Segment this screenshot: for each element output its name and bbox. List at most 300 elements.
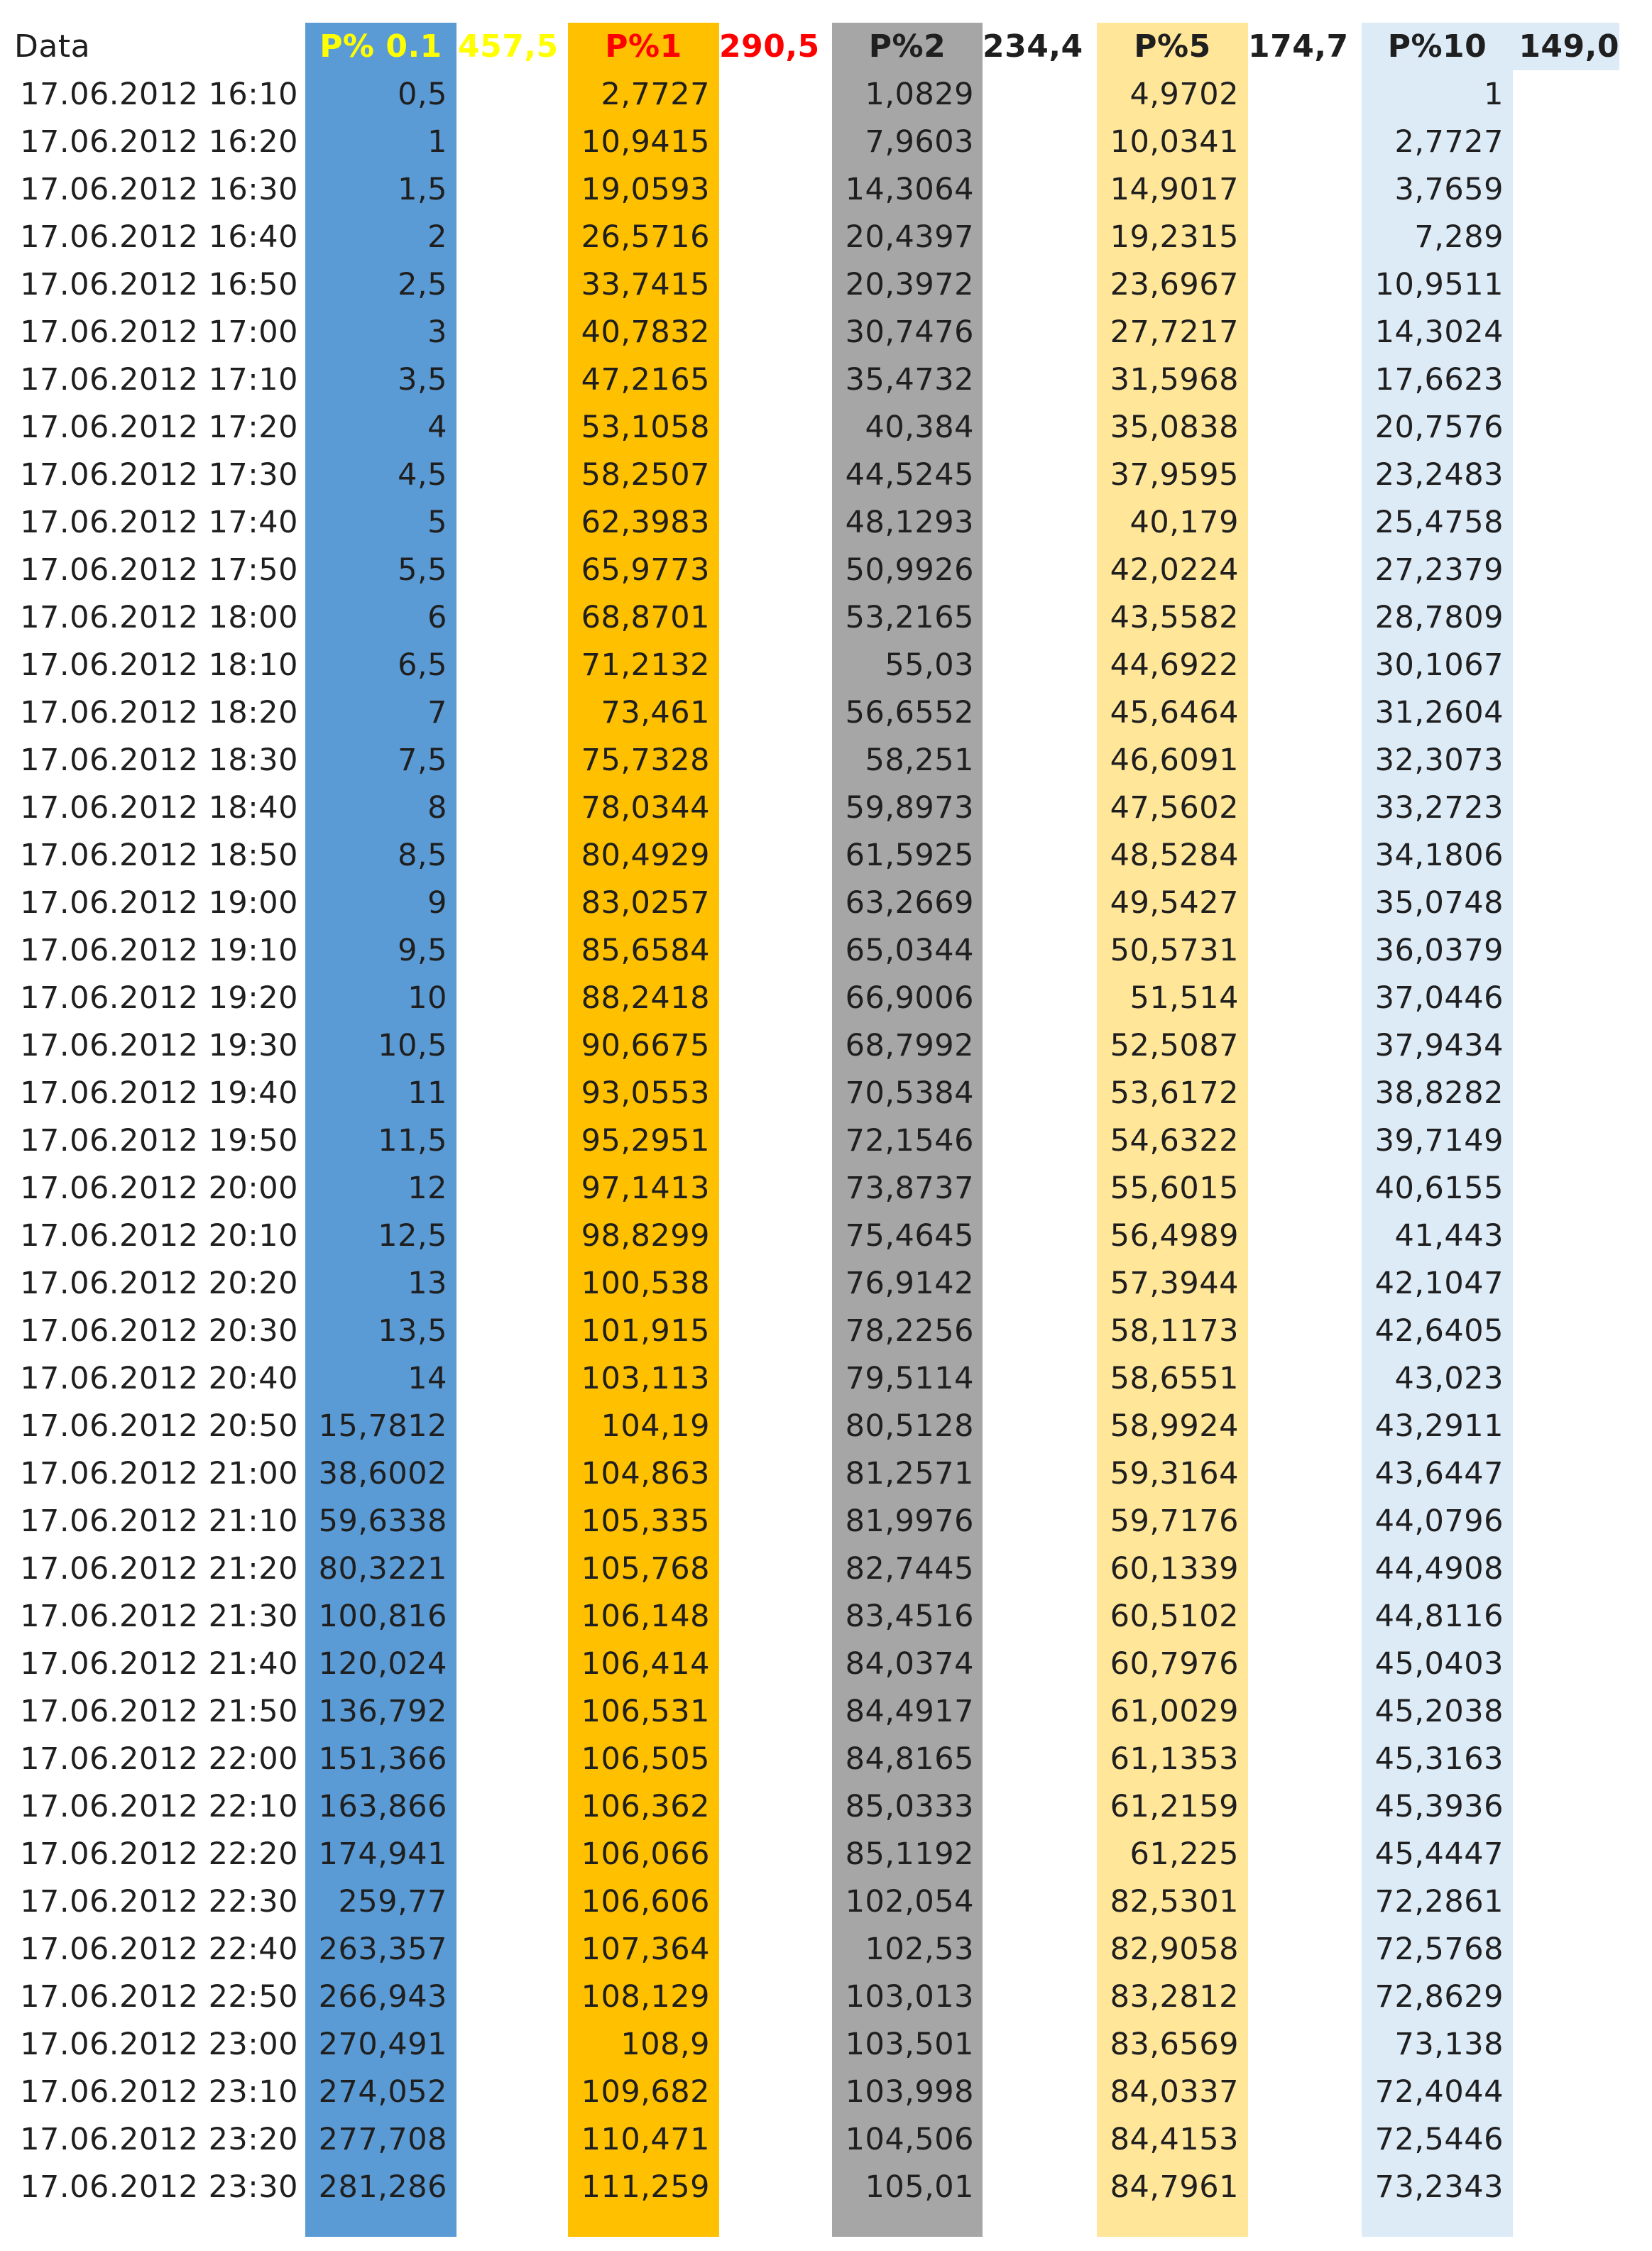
row-p10-value: 30,1067 bbox=[1374, 647, 1504, 683]
row-p1-value: 108,9 bbox=[620, 2027, 710, 2062]
row-p01-value: 13 bbox=[407, 1266, 447, 1301]
header-group-total: 234,4 bbox=[983, 28, 1083, 65]
row-p5-value: 84,0337 bbox=[1110, 2074, 1239, 2110]
row-p5-value: 53,6172 bbox=[1110, 1075, 1239, 1111]
table-row bbox=[0, 642, 1652, 689]
row-timestamp: 17.06.2012 17:50 bbox=[20, 552, 298, 588]
row-p01-value: 259,77 bbox=[338, 1884, 447, 1919]
row-p2-value: 81,9976 bbox=[845, 1504, 974, 1539]
row-p2-value: 56,6552 bbox=[845, 695, 974, 730]
row-p1-value: 93,0553 bbox=[581, 1075, 710, 1111]
row-p10-value: 20,7576 bbox=[1374, 410, 1504, 445]
row-p1-value: 75,7328 bbox=[581, 743, 710, 778]
row-p5-value: 55,6015 bbox=[1110, 1171, 1239, 1206]
row-p01-value: 7 bbox=[427, 695, 447, 730]
row-p2-value: 53,2165 bbox=[845, 600, 974, 635]
row-p01-value: 38,6002 bbox=[318, 1456, 447, 1491]
row-p5-value: 59,7176 bbox=[1110, 1504, 1239, 1539]
row-p10-value: 10,9511 bbox=[1374, 267, 1504, 302]
row-p01-value: 8,5 bbox=[398, 838, 447, 873]
row-p10-value: 42,1047 bbox=[1374, 1266, 1504, 1301]
row-p10-value: 73,2343 bbox=[1374, 2169, 1504, 2205]
row-p1-value: 106,362 bbox=[581, 1789, 710, 1824]
header-group-total: 290,5 bbox=[719, 28, 820, 65]
table-row bbox=[0, 261, 1652, 309]
row-p5-value: 47,5602 bbox=[1110, 790, 1239, 826]
table-row bbox=[0, 1450, 1652, 1498]
header-group-label: P% 0.1 bbox=[319, 28, 442, 65]
row-p5-value: 37,9595 bbox=[1110, 457, 1239, 493]
table-row bbox=[0, 1022, 1652, 1070]
row-p10-value: 45,4447 bbox=[1374, 1836, 1504, 1872]
row-p10-value: 43,2911 bbox=[1374, 1408, 1504, 1444]
row-p2-value: 103,013 bbox=[845, 1979, 974, 2015]
row-p01-value: 6,5 bbox=[398, 647, 447, 683]
row-p5-value: 54,6322 bbox=[1110, 1123, 1239, 1159]
table-row bbox=[0, 1973, 1652, 2021]
row-p5-value: 31,5968 bbox=[1110, 362, 1239, 398]
table-row bbox=[0, 119, 1652, 166]
row-p10-value: 43,023 bbox=[1394, 1361, 1504, 1396]
table-row bbox=[0, 1117, 1652, 1165]
header-group-label: P%2 bbox=[868, 28, 946, 65]
table-row bbox=[0, 2116, 1652, 2164]
table-row bbox=[0, 1831, 1652, 1878]
row-p10-value: 45,3936 bbox=[1374, 1789, 1504, 1824]
row-p2-value: 58,251 bbox=[865, 743, 974, 778]
row-p5-value: 84,4153 bbox=[1110, 2122, 1239, 2157]
row-timestamp: 17.06.2012 19:10 bbox=[20, 933, 298, 968]
table-row bbox=[0, 356, 1652, 404]
row-p1-value: 26,5716 bbox=[581, 219, 710, 255]
row-p1-value: 100,538 bbox=[581, 1266, 710, 1301]
row-p01-value: 136,792 bbox=[318, 1694, 447, 1729]
row-p10-value: 72,5768 bbox=[1374, 1932, 1504, 1967]
row-timestamp: 17.06.2012 17:00 bbox=[20, 314, 298, 350]
row-p2-value: 61,5925 bbox=[845, 838, 974, 873]
row-p2-value: 84,0374 bbox=[845, 1646, 974, 1682]
row-p10-value: 38,8282 bbox=[1374, 1075, 1504, 1111]
row-p1-value: 97,1413 bbox=[581, 1171, 710, 1206]
row-p5-value: 56,4989 bbox=[1110, 1218, 1239, 1254]
table-row bbox=[0, 1260, 1652, 1308]
row-p1-value: 88,2418 bbox=[581, 980, 710, 1016]
row-p5-value: 83,2812 bbox=[1110, 1979, 1239, 2015]
row-p2-value: 103,501 bbox=[845, 2027, 974, 2062]
table-row bbox=[0, 309, 1652, 356]
row-timestamp: 17.06.2012 20:20 bbox=[20, 1266, 298, 1301]
table-row bbox=[0, 214, 1652, 261]
row-p1-value: 106,531 bbox=[581, 1694, 710, 1729]
row-p01-value: 12 bbox=[407, 1171, 447, 1206]
row-p01-value: 9 bbox=[427, 885, 447, 921]
row-p01-value: 4 bbox=[427, 410, 447, 445]
table-row bbox=[0, 737, 1652, 784]
row-p2-value: 68,7992 bbox=[845, 1028, 974, 1063]
table-row bbox=[0, 2069, 1652, 2116]
row-p5-value: 61,2159 bbox=[1110, 1789, 1239, 1824]
header-group-total: 457,5 bbox=[458, 28, 559, 65]
row-p1-value: 33,7415 bbox=[581, 267, 710, 302]
row-p01-value: 281,286 bbox=[318, 2169, 447, 2205]
header-group-label: P%5 bbox=[1134, 28, 1211, 65]
row-p5-value: 61,1353 bbox=[1110, 1741, 1239, 1777]
row-p01-value: 13,5 bbox=[378, 1313, 447, 1349]
row-p5-value: 60,5102 bbox=[1110, 1599, 1239, 1634]
row-p10-value: 34,1806 bbox=[1374, 838, 1504, 873]
row-p1-value: 111,259 bbox=[581, 2169, 710, 2205]
row-p5-value: 82,5301 bbox=[1110, 1884, 1239, 1919]
row-timestamp: 17.06.2012 21:40 bbox=[20, 1646, 298, 1682]
row-timestamp: 17.06.2012 22:00 bbox=[20, 1741, 298, 1777]
row-timestamp: 17.06.2012 18:20 bbox=[20, 695, 298, 730]
row-p5-value: 83,6569 bbox=[1110, 2027, 1239, 2062]
row-p10-value: 72,5446 bbox=[1374, 2122, 1504, 2157]
row-p2-value: 83,4516 bbox=[845, 1599, 974, 1634]
row-p10-value: 40,6155 bbox=[1374, 1171, 1504, 1206]
header-group-total: 149,0 bbox=[1513, 23, 1619, 70]
row-p10-value: 41,443 bbox=[1394, 1218, 1504, 1254]
row-p5-value: 49,5427 bbox=[1110, 885, 1239, 921]
table-row bbox=[0, 784, 1652, 832]
header-group-total: 174,7 bbox=[1248, 28, 1349, 65]
row-p01-value: 9,5 bbox=[398, 933, 447, 968]
table-row bbox=[0, 1736, 1652, 1783]
row-p01-value: 277,708 bbox=[318, 2122, 447, 2157]
row-p5-value: 60,1339 bbox=[1110, 1551, 1239, 1587]
row-p10-value: 72,8629 bbox=[1374, 1979, 1504, 2015]
row-timestamp: 17.06.2012 18:50 bbox=[20, 838, 298, 873]
row-p2-value: 63,2669 bbox=[845, 885, 974, 921]
row-p10-value: 44,0796 bbox=[1374, 1504, 1504, 1539]
row-p2-value: 102,054 bbox=[845, 1884, 974, 1919]
row-timestamp: 17.06.2012 20:40 bbox=[20, 1361, 298, 1396]
row-p2-value: 105,01 bbox=[865, 2169, 974, 2205]
row-p2-value: 103,998 bbox=[845, 2074, 974, 2110]
row-timestamp: 17.06.2012 20:00 bbox=[20, 1171, 298, 1206]
row-p10-value: 73,138 bbox=[1394, 2027, 1504, 2062]
row-p1-value: 80,4929 bbox=[581, 838, 710, 873]
table-row bbox=[0, 1593, 1652, 1641]
row-p1-value: 10,9415 bbox=[581, 124, 710, 160]
row-p1-value: 98,8299 bbox=[581, 1218, 710, 1254]
row-p01-value: 2,5 bbox=[398, 267, 447, 302]
row-p5-value: 46,6091 bbox=[1110, 743, 1239, 778]
row-p2-value: 76,9142 bbox=[845, 1266, 974, 1301]
table-row bbox=[0, 451, 1652, 499]
table-row bbox=[0, 1688, 1652, 1736]
row-timestamp: 17.06.2012 18:10 bbox=[20, 647, 298, 683]
header-group-label: P%1 bbox=[605, 28, 682, 65]
row-p10-value: 31,2604 bbox=[1374, 695, 1504, 730]
row-p2-value: 79,5114 bbox=[845, 1361, 974, 1396]
row-p1-value: 107,364 bbox=[581, 1932, 710, 1967]
row-p1-value: 71,2132 bbox=[581, 647, 710, 683]
row-timestamp: 17.06.2012 23:00 bbox=[20, 2027, 298, 2062]
row-timestamp: 17.06.2012 16:50 bbox=[20, 267, 298, 302]
row-p5-value: 58,1173 bbox=[1110, 1313, 1239, 1349]
row-timestamp: 17.06.2012 21:30 bbox=[20, 1599, 298, 1634]
row-p10-value: 72,2861 bbox=[1374, 1884, 1504, 1919]
row-p01-value: 80,3221 bbox=[318, 1551, 447, 1587]
row-p01-value: 59,6338 bbox=[318, 1504, 447, 1539]
row-p2-value: 75,4645 bbox=[845, 1218, 974, 1254]
row-timestamp: 17.06.2012 21:10 bbox=[20, 1504, 298, 1539]
row-timestamp: 17.06.2012 22:20 bbox=[20, 1836, 298, 1872]
row-p1-value: 73,461 bbox=[601, 695, 710, 730]
row-timestamp: 17.06.2012 16:20 bbox=[20, 124, 298, 160]
row-p1-value: 40,7832 bbox=[581, 314, 710, 350]
row-timestamp: 17.06.2012 16:30 bbox=[20, 172, 298, 207]
row-p01-value: 100,816 bbox=[318, 1599, 447, 1634]
row-p2-value: 40,384 bbox=[865, 410, 974, 445]
row-p01-value: 10 bbox=[407, 980, 447, 1016]
row-p1-value: 106,414 bbox=[581, 1646, 710, 1682]
row-p1-value: 68,8701 bbox=[581, 600, 710, 635]
row-p2-value: 44,5245 bbox=[845, 457, 974, 493]
row-p1-value: 58,2507 bbox=[581, 457, 710, 493]
row-p2-value: 70,5384 bbox=[845, 1075, 974, 1111]
row-p01-value: 8 bbox=[427, 790, 447, 826]
row-p5-value: 35,0838 bbox=[1110, 410, 1239, 445]
table-row bbox=[0, 499, 1652, 547]
row-p2-value: 78,2256 bbox=[845, 1313, 974, 1349]
table-row bbox=[0, 927, 1652, 975]
row-p10-value: 2,7727 bbox=[1394, 124, 1504, 160]
row-p10-value: 23,2483 bbox=[1374, 457, 1504, 493]
header-group-label: P%10 bbox=[1387, 28, 1487, 65]
header-data-label: Data bbox=[14, 28, 91, 65]
row-p2-value: 82,7445 bbox=[845, 1551, 974, 1587]
table-row bbox=[0, 1641, 1652, 1688]
row-p10-value: 45,2038 bbox=[1374, 1694, 1504, 1729]
row-timestamp: 17.06.2012 21:50 bbox=[20, 1694, 298, 1729]
row-p1-value: 106,148 bbox=[581, 1599, 710, 1634]
row-p10-value: 7,289 bbox=[1414, 219, 1504, 255]
row-p10-value: 39,7149 bbox=[1374, 1123, 1504, 1159]
row-p10-value: 17,6623 bbox=[1374, 362, 1504, 398]
row-p5-value: 48,5284 bbox=[1110, 838, 1239, 873]
row-p5-value: 50,5731 bbox=[1110, 933, 1239, 968]
row-p2-value: 20,4397 bbox=[845, 219, 974, 255]
row-p1-value: 65,9773 bbox=[581, 552, 710, 588]
row-p5-value: 14,9017 bbox=[1110, 172, 1239, 207]
row-p1-value: 103,113 bbox=[581, 1361, 710, 1396]
row-p2-value: 30,7476 bbox=[845, 314, 974, 350]
row-p2-value: 104,506 bbox=[845, 2122, 974, 2157]
row-p10-value: 37,9434 bbox=[1374, 1028, 1504, 1063]
row-p1-value: 109,682 bbox=[581, 2074, 710, 2110]
row-p5-value: 84,7961 bbox=[1110, 2169, 1239, 2205]
row-p1-value: 85,6584 bbox=[581, 933, 710, 968]
row-p5-value: 58,6551 bbox=[1110, 1361, 1239, 1396]
table-row bbox=[0, 547, 1652, 594]
row-p01-value: 5 bbox=[427, 505, 447, 540]
row-p01-value: 1 bbox=[427, 124, 447, 160]
row-p10-value: 42,6405 bbox=[1374, 1313, 1504, 1349]
row-p1-value: 2,7727 bbox=[601, 77, 710, 112]
row-p2-value: 50,9926 bbox=[845, 552, 974, 588]
row-p1-value: 105,335 bbox=[581, 1504, 710, 1539]
row-p5-value: 61,225 bbox=[1129, 1836, 1239, 1872]
row-p1-value: 19,0593 bbox=[581, 172, 710, 207]
row-p1-value: 95,2951 bbox=[581, 1123, 710, 1159]
table-row bbox=[0, 1165, 1652, 1212]
row-timestamp: 17.06.2012 17:30 bbox=[20, 457, 298, 493]
row-p01-value: 163,866 bbox=[318, 1789, 447, 1824]
row-p01-value: 10,5 bbox=[378, 1028, 447, 1063]
row-p01-value: 11,5 bbox=[378, 1123, 447, 1159]
table-row bbox=[0, 975, 1652, 1022]
row-p10-value: 14,3024 bbox=[1374, 314, 1504, 350]
row-p1-value: 108,129 bbox=[581, 1979, 710, 2015]
row-p10-value: 45,3163 bbox=[1374, 1741, 1504, 1777]
row-p10-value: 45,0403 bbox=[1374, 1646, 1504, 1682]
table-row bbox=[0, 1926, 1652, 1973]
header-row bbox=[0, 23, 1652, 70]
row-p2-value: 59,8973 bbox=[845, 790, 974, 826]
row-p2-value: 14,3064 bbox=[845, 172, 974, 207]
table-row bbox=[0, 404, 1652, 451]
row-p01-value: 15,7812 bbox=[318, 1408, 447, 1444]
row-timestamp: 17.06.2012 20:10 bbox=[20, 1218, 298, 1254]
row-p2-value: 7,9603 bbox=[865, 124, 974, 160]
row-p2-value: 81,2571 bbox=[845, 1456, 974, 1491]
row-p10-value: 33,2723 bbox=[1374, 790, 1504, 826]
table-row bbox=[0, 1070, 1652, 1117]
row-p5-value: 44,6922 bbox=[1110, 647, 1239, 683]
row-p10-value: 43,6447 bbox=[1374, 1456, 1504, 1491]
row-p5-value: 42,0224 bbox=[1110, 552, 1239, 588]
row-timestamp: 17.06.2012 17:40 bbox=[20, 505, 298, 540]
row-p2-value: 20,3972 bbox=[845, 267, 974, 302]
row-p1-value: 62,3983 bbox=[581, 505, 710, 540]
row-p2-value: 80,5128 bbox=[845, 1408, 974, 1444]
row-p10-value: 1 bbox=[1484, 77, 1504, 112]
row-p1-value: 83,0257 bbox=[581, 885, 710, 921]
row-p5-value: 51,514 bbox=[1129, 980, 1239, 1016]
table-row bbox=[0, 166, 1652, 214]
row-timestamp: 17.06.2012 19:00 bbox=[20, 885, 298, 921]
row-timestamp: 17.06.2012 22:10 bbox=[20, 1789, 298, 1824]
row-p5-value: 59,3164 bbox=[1110, 1456, 1239, 1491]
row-p5-value: 82,9058 bbox=[1110, 1932, 1239, 1967]
row-p01-value: 263,357 bbox=[318, 1932, 447, 1967]
table-row bbox=[0, 1545, 1652, 1593]
table-row bbox=[0, 594, 1652, 642]
row-p2-value: 85,0333 bbox=[845, 1789, 974, 1824]
row-p10-value: 25,4758 bbox=[1374, 505, 1504, 540]
row-timestamp: 17.06.2012 16:40 bbox=[20, 219, 298, 255]
table-row bbox=[0, 71, 1652, 119]
row-p10-value: 28,7809 bbox=[1374, 600, 1504, 635]
table-row bbox=[0, 2164, 1652, 2211]
row-p2-value: 85,1192 bbox=[845, 1836, 974, 1872]
row-timestamp: 17.06.2012 21:20 bbox=[20, 1551, 298, 1587]
table-row bbox=[0, 1498, 1652, 1545]
row-p01-value: 4,5 bbox=[398, 457, 447, 493]
row-p1-value: 78,0344 bbox=[581, 790, 710, 826]
row-timestamp: 17.06.2012 18:00 bbox=[20, 600, 298, 635]
row-timestamp: 17.06.2012 23:20 bbox=[20, 2122, 298, 2157]
row-p01-value: 1,5 bbox=[398, 172, 447, 207]
row-p01-value: 3,5 bbox=[398, 362, 447, 398]
row-p1-value: 106,505 bbox=[581, 1741, 710, 1777]
row-p5-value: 52,5087 bbox=[1110, 1028, 1239, 1063]
row-p01-value: 0,5 bbox=[398, 77, 447, 112]
row-timestamp: 17.06.2012 22:30 bbox=[20, 1884, 298, 1919]
row-p2-value: 65,0344 bbox=[845, 933, 974, 968]
row-p1-value: 106,066 bbox=[581, 1836, 710, 1872]
row-p2-value: 1,0829 bbox=[865, 77, 974, 112]
row-p01-value: 11 bbox=[407, 1075, 447, 1111]
row-timestamp: 17.06.2012 17:20 bbox=[20, 410, 298, 445]
row-p5-value: 58,9924 bbox=[1110, 1408, 1239, 1444]
row-timestamp: 17.06.2012 18:30 bbox=[20, 743, 298, 778]
table-row bbox=[0, 1403, 1652, 1450]
row-p01-value: 12,5 bbox=[378, 1218, 447, 1254]
row-p2-value: 55,03 bbox=[885, 647, 974, 683]
row-p10-value: 44,8116 bbox=[1374, 1599, 1504, 1634]
row-p2-value: 72,1546 bbox=[845, 1123, 974, 1159]
table-row bbox=[0, 832, 1652, 880]
row-p2-value: 73,8737 bbox=[845, 1171, 974, 1206]
row-timestamp: 17.06.2012 16:10 bbox=[20, 77, 298, 112]
row-timestamp: 17.06.2012 23:10 bbox=[20, 2074, 298, 2110]
row-p1-value: 53,1058 bbox=[581, 410, 710, 445]
row-timestamp: 17.06.2012 22:50 bbox=[20, 1979, 298, 2015]
row-p10-value: 32,3073 bbox=[1374, 743, 1504, 778]
row-p01-value: 7,5 bbox=[398, 743, 447, 778]
row-p1-value: 104,863 bbox=[581, 1456, 710, 1491]
row-p10-value: 36,0379 bbox=[1374, 933, 1504, 968]
row-timestamp: 17.06.2012 19:40 bbox=[20, 1075, 298, 1111]
row-timestamp: 17.06.2012 20:30 bbox=[20, 1313, 298, 1349]
row-p01-value: 174,941 bbox=[318, 1836, 447, 1872]
row-p5-value: 45,6464 bbox=[1110, 695, 1239, 730]
table-row bbox=[0, 1783, 1652, 1831]
row-p5-value: 27,7217 bbox=[1110, 314, 1239, 350]
row-p10-value: 27,2379 bbox=[1374, 552, 1504, 588]
row-p01-value: 270,491 bbox=[318, 2027, 447, 2062]
row-p2-value: 84,4917 bbox=[845, 1694, 974, 1729]
table-row bbox=[0, 880, 1652, 927]
row-p1-value: 104,19 bbox=[601, 1408, 710, 1444]
table-row bbox=[0, 1308, 1652, 1355]
row-p5-value: 4,9702 bbox=[1129, 77, 1239, 112]
row-p1-value: 110,471 bbox=[581, 2122, 710, 2157]
row-p01-value: 266,943 bbox=[318, 1979, 447, 2015]
row-p2-value: 35,4732 bbox=[845, 362, 974, 398]
row-p1-value: 47,2165 bbox=[581, 362, 710, 398]
row-timestamp: 17.06.2012 19:20 bbox=[20, 980, 298, 1016]
row-p1-value: 105,768 bbox=[581, 1551, 710, 1587]
row-p01-value: 151,366 bbox=[318, 1741, 447, 1777]
row-timestamp: 17.06.2012 21:00 bbox=[20, 1456, 298, 1491]
row-p01-value: 5,5 bbox=[398, 552, 447, 588]
row-p5-value: 60,7976 bbox=[1110, 1646, 1239, 1682]
row-p01-value: 3 bbox=[427, 314, 447, 350]
row-timestamp: 17.06.2012 19:30 bbox=[20, 1028, 298, 1063]
row-p5-value: 23,6967 bbox=[1110, 267, 1239, 302]
table-row bbox=[0, 689, 1652, 737]
row-p2-value: 48,1293 bbox=[845, 505, 974, 540]
row-timestamp: 17.06.2012 18:40 bbox=[20, 790, 298, 826]
row-p5-value: 43,5582 bbox=[1110, 600, 1239, 635]
table-row bbox=[0, 1878, 1652, 1926]
row-p2-value: 66,9006 bbox=[845, 980, 974, 1016]
row-p10-value: 35,0748 bbox=[1374, 885, 1504, 921]
